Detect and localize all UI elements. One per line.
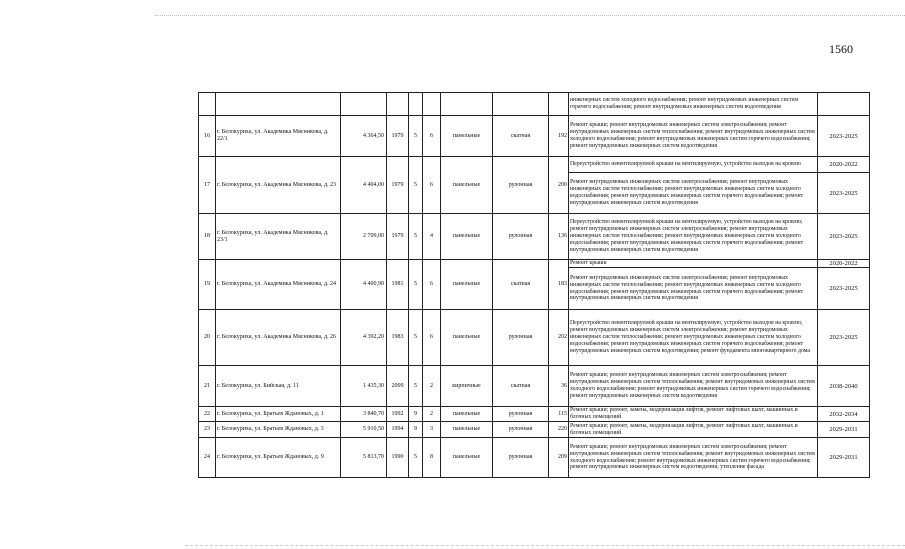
floors-cell: 9	[409, 422, 423, 438]
works-cell: Переустройство невентилируемой крыши на вентилируемую, устройство выходов на кровлю; ремонт внутридомовых инженерных систем электроснабжения; ремонт внутридомовых инженерных систем теплоснабжения; ремонт внутридомовых инженерных систем холодного водоснабжения; ремонт внутридомовых инженерных систем горячего водоснабжения; ремонт внутридомовых инженерных систем водоотведения; ремонт фундамента многоквартирного дома	[569, 310, 818, 366]
area-cell: 5 813,70	[341, 438, 387, 478]
scan-bottom-edge	[185, 545, 905, 546]
works-cell: Ремонт внутридомовых инженерных систем электроснабжения; ремонт внутридомовых инженерных систем теплоснабжения; ремонт внутридомовых инженерных систем холодного водоснабжения; ремонт внутридомовых инженерных систем горячего водоснабжения; ремонт внутридомовых инженерных систем водоотведения	[569, 268, 818, 310]
housing-register-table	[198, 92, 870, 478]
floors-cell: 5	[409, 438, 423, 478]
row-number: 17	[199, 157, 216, 214]
year-cell: 1983	[387, 310, 409, 366]
works-cell: Ремонт крыши; ремонт внутридомовых инженерных систем электроснабжения; ремонт внутридомовых инженерных систем теплоснабжения; ремонт внутридомовых инженерных систем холодного водоснабжения; ремонт внутридомовых инженерных систем горячего водоснабжения; ремонт внутридомовых инженерных систем водоотведения	[569, 366, 818, 407]
works-cell: Ремонт внутридомовых инженерных систем электроснабжения; ремонт внутридомовых инженерных систем теплоснабжения; ремонт внутридомовых инженерных систем холодного водоснабжения; ремонт внутридомовых инженерных систем горячего водоснабжения; ремонт внутридомовых инженерных систем водоотведения	[569, 173, 818, 214]
year-cell: 1992	[387, 407, 409, 422]
apartments-cell: 183	[549, 260, 569, 310]
table-row	[199, 310, 870, 366]
address-cell: г. Белокуриха, ул. Академика Мясникова, д. 26	[216, 310, 341, 366]
apartments-cell: 136	[549, 214, 569, 260]
wall-material-cell: панельные	[441, 407, 493, 422]
apartments-cell: 115	[549, 407, 569, 422]
year-cell: 1981	[387, 260, 409, 310]
period-cell: 2020-2022	[818, 157, 870, 173]
wall-material-cell: панельные	[441, 157, 493, 214]
works-cell: Ремонт крыши; ремонт, замена, модернизация лифтов, ремонт лифтовых шахт, машинных и блочных помещений	[569, 407, 818, 422]
row-number: 16	[199, 116, 216, 157]
period-cell: 2023-2025	[818, 214, 870, 260]
area-cell: 5 910,50	[341, 422, 387, 438]
roof-type-cell	[493, 93, 549, 116]
floors-cell: 5	[409, 366, 423, 407]
apartments-cell: 192	[549, 116, 569, 157]
year-cell: 1979	[387, 214, 409, 260]
year-cell	[387, 93, 409, 116]
period-cell: 2020-2022	[818, 260, 870, 268]
year-cell: 1979	[387, 116, 409, 157]
table-row	[199, 366, 870, 407]
apartments-cell: 202	[549, 310, 569, 366]
entrances-cell: 2	[423, 366, 441, 407]
entrances-cell: 6	[423, 310, 441, 366]
works-cell: Ремонт крыши	[569, 260, 818, 268]
floors-cell: 5	[409, 310, 423, 366]
wall-material-cell: панельные	[441, 438, 493, 478]
table-row	[199, 438, 870, 478]
table-row	[199, 116, 870, 157]
table-row	[199, 407, 870, 422]
wall-material-cell: панельные	[441, 116, 493, 157]
period-cell: 2038-2040	[818, 366, 870, 407]
year-cell: 1990	[387, 438, 409, 478]
roof-type-cell: скатная	[493, 366, 549, 407]
area-cell: 4 392,20	[341, 310, 387, 366]
table-row	[199, 157, 870, 173]
period-cell: 2023-2025	[818, 268, 870, 310]
area-cell: 4 400,90	[341, 260, 387, 310]
roof-type-cell: рулонная	[493, 214, 549, 260]
wall-material-cell: панельные	[441, 310, 493, 366]
apartments-cell: 220	[549, 422, 569, 438]
area-cell: 1 435,30	[341, 366, 387, 407]
floors-cell: 5	[409, 214, 423, 260]
address-cell: г. Белокуриха, ул. Академика Мясникова, д. 23	[216, 157, 341, 214]
roof-type-cell: рулонная	[493, 438, 549, 478]
address-cell: г. Белокуриха, ул. Академика Мясникова, д. 23/1	[216, 214, 341, 260]
address-cell: г. Белокуриха, ул. Бийская, д. 11	[216, 366, 341, 407]
period-cell: 2029-2031	[818, 438, 870, 478]
address-cell: г. Белокуриха, ул. Братьев Ждановых, д. 1	[216, 407, 341, 422]
roof-type-cell: скатная	[493, 116, 549, 157]
year-cell: 1979	[387, 157, 409, 214]
works-cell: Ремонт крыши; ремонт внутридомовых инженерных систем электроснабжения; ремонт внутридомовых инженерных систем теплоснабжения; ремонт внутридомовых инженерных систем холодного водоснабжения; ремонт внутридомовых инженерных систем горячего водоснабжения; ремонт внутридомовых инженерных систем водоотведения; утепление фасада	[569, 438, 818, 478]
roof-type-cell: рулонная	[493, 422, 549, 438]
wall-material-cell: кирпичные	[441, 366, 493, 407]
period-cell: 2023-2025	[818, 310, 870, 366]
entrances-cell: 8	[423, 438, 441, 478]
wall-material-cell: панельные	[441, 422, 493, 438]
floors-cell: 9	[409, 407, 423, 422]
wall-material-cell: панельные	[441, 214, 493, 260]
row-number: 19	[199, 260, 216, 310]
page-number: 1560	[829, 42, 853, 56]
row-number: 21	[199, 366, 216, 407]
row-number: 22	[199, 407, 216, 422]
year-cell: 1994	[387, 422, 409, 438]
floors-cell: 5	[409, 260, 423, 310]
row-number	[199, 93, 216, 116]
area-cell: 2 709,00	[341, 214, 387, 260]
address-cell: г. Белокуриха, ул. Братьев Ждановых, д. 9	[216, 438, 341, 478]
table-row	[199, 214, 870, 260]
wall-material-cell	[441, 93, 493, 116]
period-cell: 2029-2031	[818, 422, 870, 438]
row-number: 24	[199, 438, 216, 478]
address-cell	[216, 93, 341, 116]
area-cell: 3 840,70	[341, 407, 387, 422]
floors-cell	[409, 93, 423, 116]
works-cell: Ремонт крыши; ремонт, замена, модернизация лифтов, ремонт лифтовых шахт, машинных и блочных помещений	[569, 422, 818, 438]
entrances-cell: 3	[423, 422, 441, 438]
floors-cell: 5	[409, 116, 423, 157]
entrances-cell: 2	[423, 407, 441, 422]
apartments-cell: 200	[549, 157, 569, 214]
apartments-cell: 209	[549, 438, 569, 478]
period-cell: 2032-2034	[818, 407, 870, 422]
roof-type-cell: рулонная	[493, 310, 549, 366]
works-cell: Переустройство невентилируемой крыши на вентилируемую, устройство выходов на кровлю	[569, 157, 818, 173]
roof-type-cell: рулонная	[493, 157, 549, 214]
table-row	[199, 93, 870, 116]
row-number: 18	[199, 214, 216, 260]
entrances-cell	[423, 93, 441, 116]
row-number: 23	[199, 422, 216, 438]
period-cell	[818, 93, 870, 116]
area-cell: 4 404,00	[341, 157, 387, 214]
area-cell: 4 364,50	[341, 116, 387, 157]
address-cell: г. Белокуриха, ул. Братьев Ждановых, д. 3	[216, 422, 341, 438]
works-cell: Ремонт крыши; ремонт внутридомовых инженерных систем электроснабжения; ремонт внутридомовых инженерных систем теплоснабжения; ремонт внутридомовых инженерных систем холодного водоснабжения; ремонт внутридомовых инженерных систем горячего водоснабжения; ремонт внутридомовых инженерных систем водоотведения	[569, 116, 818, 157]
apartments-cell: 36	[549, 366, 569, 407]
works-cell: Переустройство невентилируемой крыши на вентилируемую, устройство выходов на кровлю; ремонт внутридомовых инженерных систем электроснабжения; ремонт внутридомовых инженерных систем теплоснабжения; ремонт внутридомовых инженерных систем холодного водоснабжения; ремонт внутридомовых инженерных систем горячего водоснабжения; ремонт внутридомовых инженерных систем водоотведения	[569, 214, 818, 260]
period-cell: 2023-2025	[818, 173, 870, 214]
address-cell: г. Белокуриха, ул. Академика Мясникова, д. 22/1	[216, 116, 341, 157]
works-cell: инженерных систем холодного водоснабжения; ремонт внутридомовых инженерных систем горячего водоснабжения; ремонт внутридомовых инженерных систем водоотведения	[569, 93, 818, 116]
entrances-cell: 6	[423, 157, 441, 214]
roof-type-cell: скатная	[493, 260, 549, 310]
entrances-cell: 6	[423, 116, 441, 157]
floors-cell: 5	[409, 157, 423, 214]
apartments-cell	[549, 93, 569, 116]
scan-top-edge	[155, 15, 905, 16]
row-number: 20	[199, 310, 216, 366]
table-row	[199, 260, 870, 268]
wall-material-cell: панельные	[441, 260, 493, 310]
table-row	[199, 422, 870, 438]
roof-type-cell: рулонная	[493, 407, 549, 422]
area-cell	[341, 93, 387, 116]
entrances-cell: 4	[423, 214, 441, 260]
address-cell: г. Белокуриха, ул. Академика Мясникова, д. 24	[216, 260, 341, 310]
year-cell: 2009	[387, 366, 409, 407]
entrances-cell: 6	[423, 260, 441, 310]
period-cell: 2023-2025	[818, 116, 870, 157]
